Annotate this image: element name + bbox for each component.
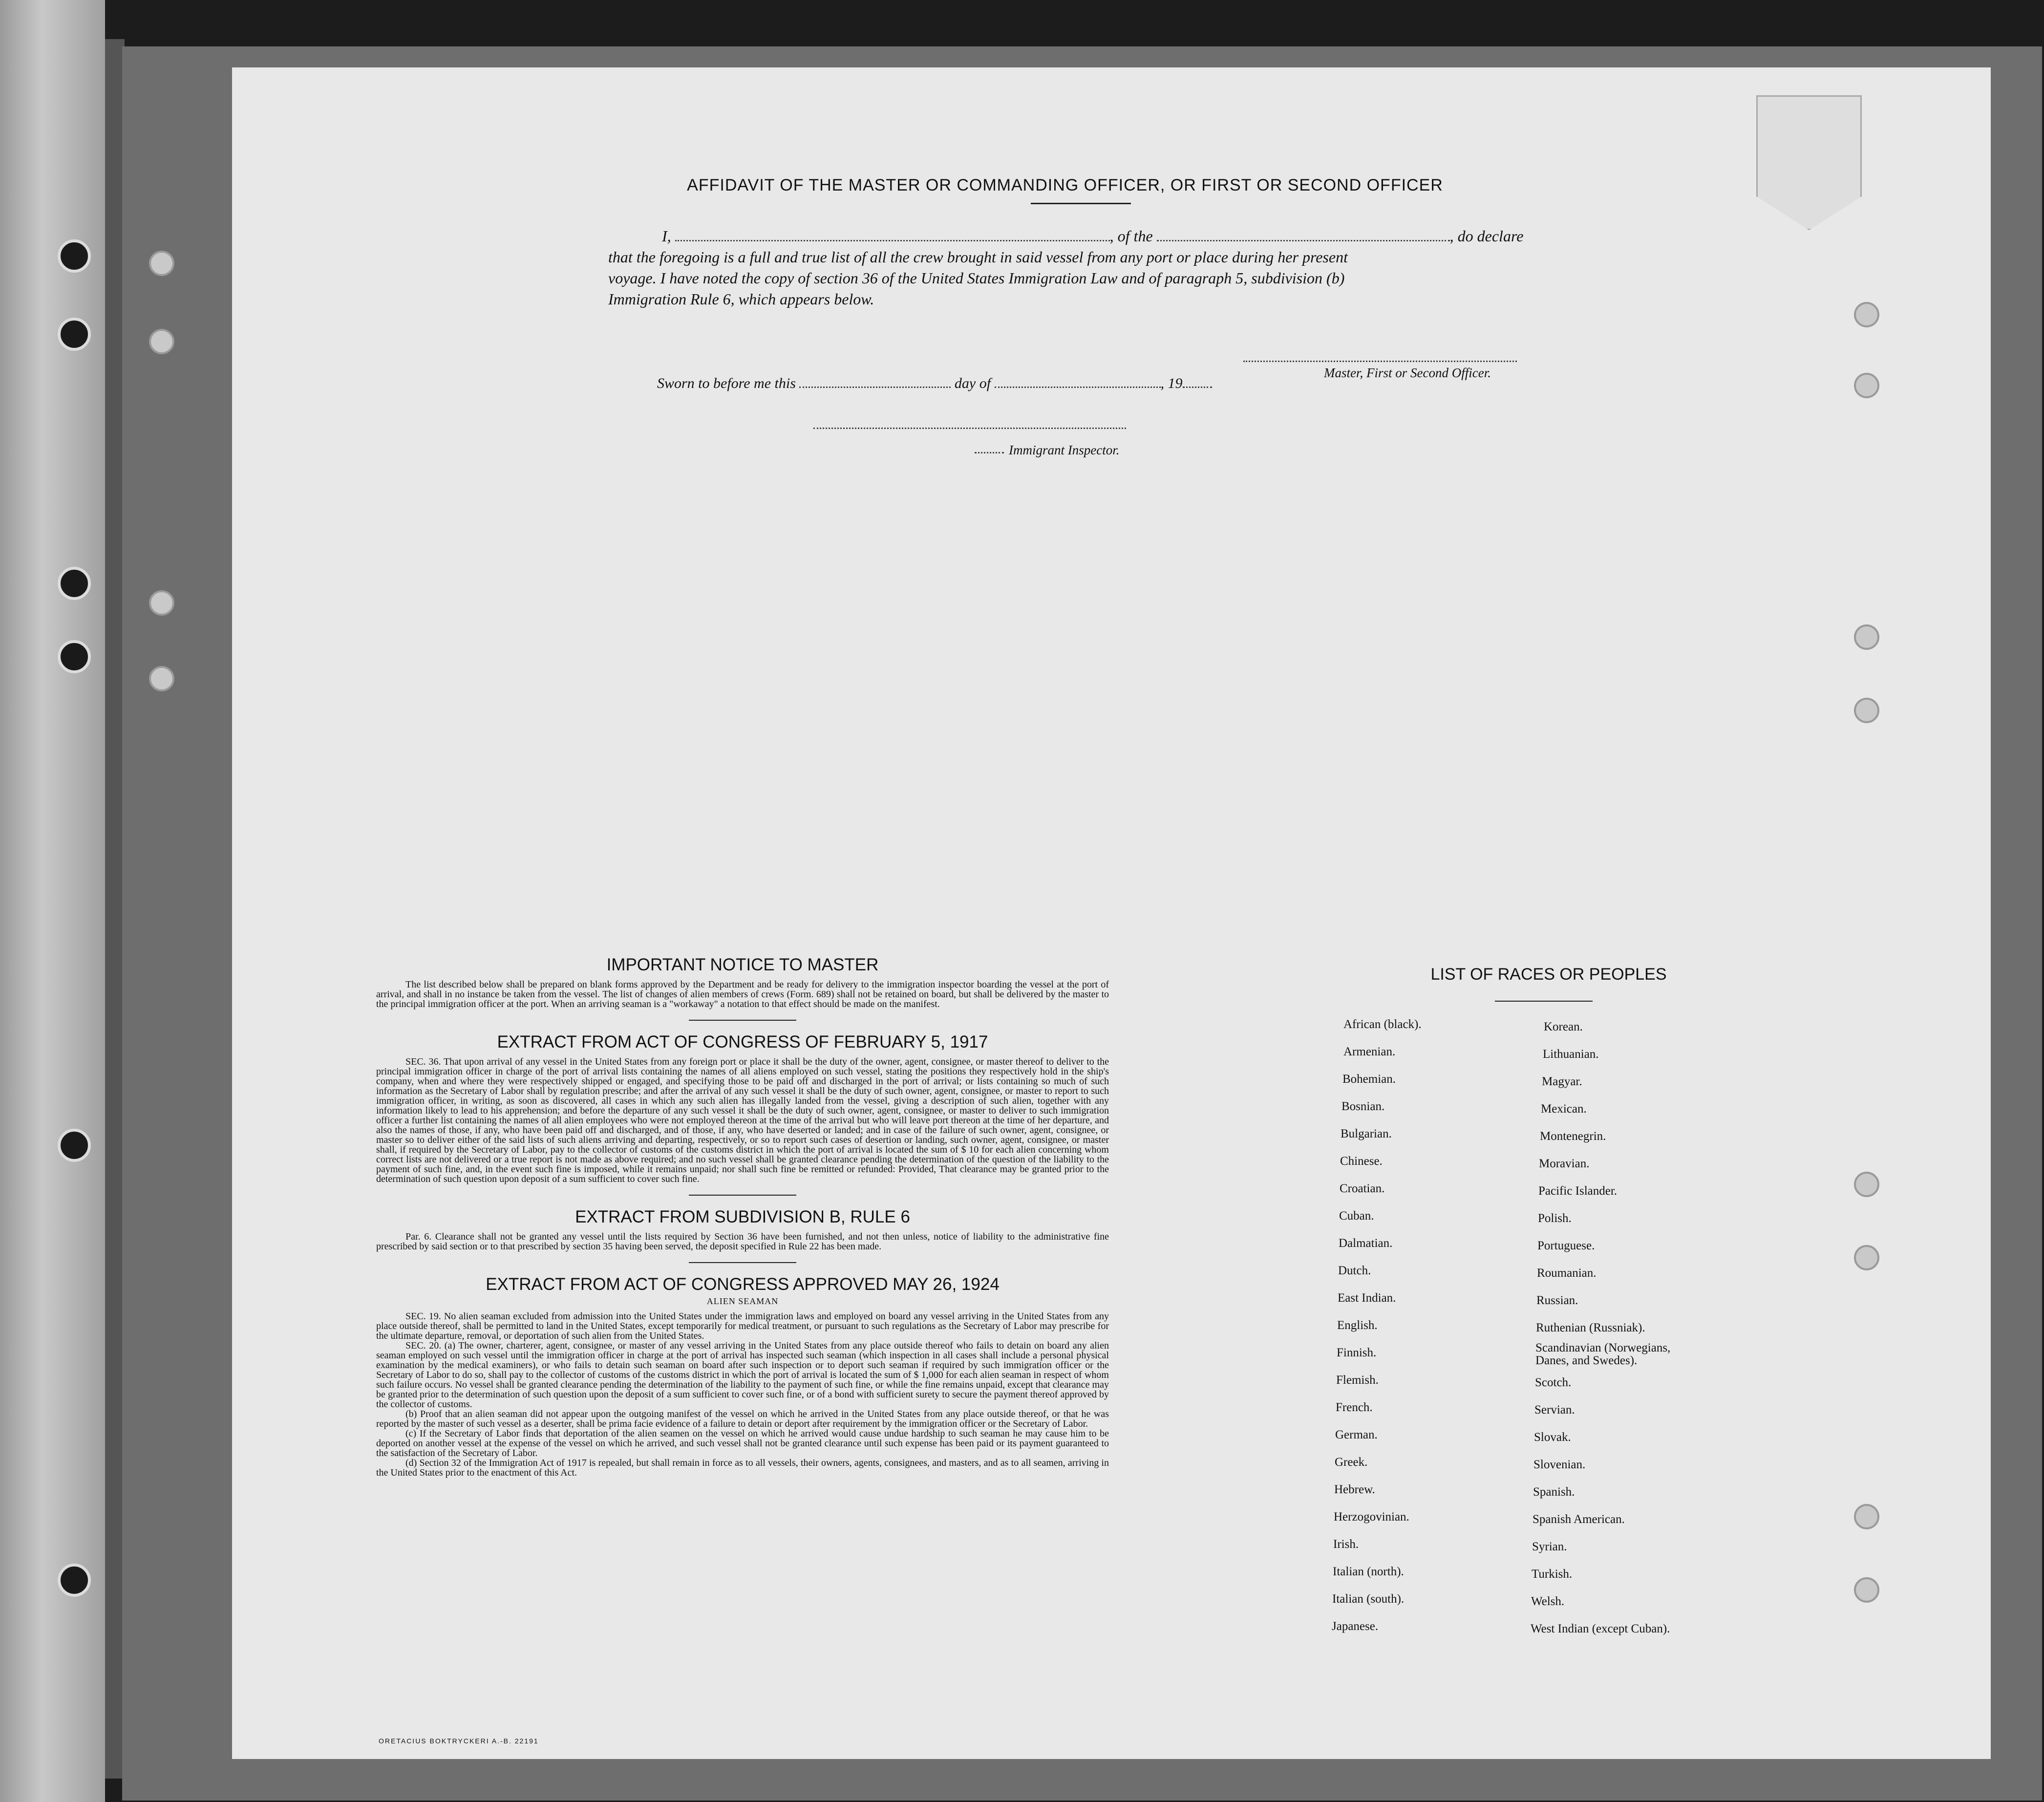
extract-1917-text: SEC. 36. That upon arrival of any vessel in the United States from any foreign port or place it shall be the duty of the owner, agent, consignee, or master thereof to deliver to the principal immigration officer in charge of the port of arrival lists containing the names of all aliens employed on such vessel, stating the positions they respectively hold in the ship's company, when and where they were respectively shipped or engaged, and specifying those to be paid off and discharged in the port of arrival; or lists containing so much of such information as the Secretary of Labor shall by regulation prescribe; and after the arrival of any such vessel it shall be the duty of such owner, agent, consignee, or master to report to such immigration officer, in writing, as soon as discovered, all cases in which any such alien has illegally landed from the vessel, giving a description of such alien, together with any information likely to lead to his apprehension; and before the departure of any such vessel it shall be the duty of such owner, agent, consignee, or master to deliver to such immigration officer a further list containing the names of all alien employees who were not employed thereon at the time of the arrival but who will leave port thereon at the time of her departure, and also the names of those, if any, who have been paid off and discharged, and of those, if any, who have deserted or landed; and in case of the failure of such owner, agent, consignee, or master so to deliver either of the said lists of such aliens arriving and departing, respectively, or so to report such cases of desertion or landing, such owner, agent, consignee, or master shall, if required by the Secretary of Labor, pay to the collector of customs of the customs district in which the port of arrival is located the sum of $ 10 for each alien concerning whom correct lists are not delivered or a true report is not made as above required; and no such vessel shall be granted clearance pending the determination of the question of the liability to the payment of such fine, and, in the event such fine is imposed, while it remains unpaid; nor shall such fine be remitted or refunded: Provided, That clearance may be granted prior to the determination of such question upon deposit of a sum sufficient to cover such fine.	[376, 1056, 1109, 1184]
declare-text: , do declare	[1449, 227, 1524, 245]
race-right: Mexican.	[1541, 1102, 1587, 1116]
sworn-line	[657, 374, 1292, 393]
race-right: Korean.	[1544, 1020, 1583, 1033]
race-right: West Indian (except Cuban).	[1531, 1622, 1670, 1635]
race-right: Spanish American.	[1533, 1513, 1625, 1526]
race-left: Flemish.	[1336, 1373, 1379, 1387]
punch-hole	[1854, 698, 1879, 723]
extract-1924-sec19: SEC. 19. No alien seaman excluded from admission into the United States under the immigration laws and employed on board any vessel arriving in the United States from any place outside thereof, shall be permitted to land in the United States, except temporarily for medical treatment, or pursuant to such regulations as the Secretary of Labor may prescribe for the ultimate departure, removal, or deportation of such alien from the United States.	[376, 1311, 1109, 1341]
affidavit-line-3: voyage. I have noted the copy of section 36 of the United States Immigration Law and of paragraph 5, subdivision (b)	[608, 269, 1345, 287]
race-left: African (black).	[1343, 1018, 1422, 1031]
punch-hole	[149, 666, 174, 691]
printer-imprint: ORETACIUS BOKTRYCKERI A.-B. 22191	[379, 1737, 539, 1745]
extract-1924-sec20a: SEC. 20. (a) The owner, charterer, agent, consignee, or master of any vessel arriving in the United States from any place outside thereof who fails to detain on board any alien seaman employed on such vessel until the immigration officer in charge at the port of arrival has inspected such seaman (which inspection in all cases shall include a personal physical examination by the medical examiners), or who fails to detain such seaman on board after such inspection or to deport such seaman if required by such immigration officer or the Secretary of Labor to do so, shall pay to the collector of customs of the customs district in which the port of arrival is located the sum of $ 1,000 for each alien seaman in respect of whom such failure occurs. No vessel shall be granted clearance pending the determination of the liability to the payment of such fine, or while the fine remains unpaid, except that clearance may be granted prior to the determination of such question upon the deposit of a sum sufficient to cover such fine, or of a bond with sufficient surety to secure the payment thereof approved by the collector of customs.	[376, 1340, 1109, 1410]
race-left: Bulgarian.	[1341, 1127, 1392, 1140]
section-divider	[689, 1020, 796, 1021]
binder-hole	[58, 318, 91, 351]
sworn-year-blank[interactable]	[1183, 386, 1212, 388]
race-left: Finnish.	[1337, 1346, 1377, 1359]
binder-hole	[58, 640, 91, 673]
race-left: Croatian.	[1340, 1182, 1385, 1195]
race-right: Pacific Islander.	[1538, 1184, 1618, 1198]
race-right: Polish.	[1538, 1212, 1572, 1225]
race-right: Servian.	[1534, 1403, 1575, 1416]
punch-hole	[1854, 373, 1879, 398]
race-left: French.	[1336, 1401, 1373, 1414]
binder-edge	[105, 39, 125, 1779]
notice-column	[376, 955, 1109, 1478]
race-left: Greek.	[1335, 1456, 1368, 1469]
title-rule	[1031, 203, 1131, 204]
day-of-text: day of	[954, 375, 991, 391]
punch-hole	[1854, 1577, 1879, 1603]
race-left: Cuban.	[1339, 1209, 1374, 1223]
race-right: Slovak.	[1534, 1431, 1571, 1444]
punch-hole	[1854, 624, 1879, 650]
races-title-rule	[1495, 1001, 1593, 1002]
binder-hole	[58, 1564, 91, 1597]
race-left: Irish.	[1333, 1538, 1359, 1551]
extract-1917-title: EXTRACT FROM ACT OF CONGRESS OF FEBRUARY 5, 1917	[497, 1032, 988, 1051]
sworn-day-blank[interactable]	[799, 386, 951, 388]
race-right: Russian.	[1536, 1294, 1578, 1307]
rule-6-title: EXTRACT FROM SUBDIVISION B, RULE 6	[575, 1207, 910, 1226]
punch-hole	[149, 329, 174, 354]
race-left: English.	[1337, 1319, 1378, 1332]
punch-hole	[1854, 1172, 1879, 1197]
race-left: Dalmatian.	[1339, 1237, 1393, 1250]
race-left: Bosnian.	[1341, 1100, 1385, 1113]
race-right: Magyar.	[1542, 1075, 1582, 1088]
year-prefix: , 19	[1160, 375, 1183, 391]
race-left: East Indian.	[1338, 1291, 1396, 1305]
name-blank[interactable]	[675, 240, 1110, 241]
race-left: Herzogovinian.	[1334, 1510, 1409, 1523]
extract-1924-sec20c: (c) If the Secretary of Labor finds that deportation of the alien seamen on the vessel on which he arrived would cause undue hardship to such seaman he may cause him to be deported on another vessel at the expense of the vessel on which he arrived, and such vessel shall not be granted clearance until such expense has been paid or its payment guaranteed to the satisfaction of the Secretary of Labor.	[376, 1428, 1109, 1459]
sworn-text: Sworn to before me this	[657, 375, 796, 391]
master-signature-line[interactable]	[1243, 361, 1517, 362]
affidavit-line-1	[608, 226, 1551, 246]
punch-hole	[1854, 302, 1879, 327]
punch-hole	[1854, 1504, 1879, 1529]
declarant-prefix: I,	[662, 227, 671, 245]
race-right: Scandinavian (Norwegians, Danes, and Swedes).	[1535, 1341, 1671, 1367]
binder-hole	[58, 567, 91, 600]
punch-hole	[149, 251, 174, 276]
master-signature-label: Master, First or Second Officer.	[1324, 365, 1491, 380]
binder-strip	[0, 0, 105, 1802]
notice-title: IMPORTANT NOTICE TO MASTER	[606, 955, 879, 974]
section-divider	[689, 1262, 796, 1263]
inspector-signature-line[interactable]	[813, 428, 1126, 429]
extract-1924-sec20b: (b) Proof that an alien seaman did not appear upon the outgoing manifest of the vessel on which he arrived in the United States from any place outside thereof, or that he was reported by the master of such vessel as a deserter, shall be prima facie evidence of a failure to detain or deport after requirement by the immigration officer or the Secretary of Labor.	[376, 1409, 1109, 1429]
race-right: Turkish.	[1532, 1567, 1573, 1581]
inspector-label-leader	[975, 452, 1004, 453]
of-the-text: , of the	[1109, 227, 1153, 245]
punch-hole	[149, 590, 174, 616]
inspector-label: Immigrant Inspector.	[1009, 443, 1120, 457]
binder-hole	[58, 239, 91, 273]
extract-1924-subtitle: ALIEN SEAMAN	[706, 1296, 779, 1306]
affidavit-line-2: that the foregoing is a full and true list of all the crew brought in said vessel from any port or place during her present	[608, 248, 1348, 266]
race-right: Roumanian.	[1537, 1266, 1597, 1280]
document-page	[232, 67, 1991, 1759]
vessel-blank[interactable]	[1157, 240, 1450, 241]
race-right: Scotch.	[1535, 1376, 1572, 1389]
rule-6-text: Par. 6. Clearance shall not be granted any vessel until the lists required by Section 36 have been furnished, and not then unless, notice of liability to the administrative fine prescribed by said section or to that prescribed by section 35 having been served, the deposit specified in Rule 22 has been made.	[376, 1231, 1109, 1252]
race-left: German.	[1335, 1428, 1378, 1441]
race-right: Welsh.	[1531, 1595, 1565, 1608]
race-left: Italian (north).	[1333, 1565, 1404, 1578]
section-divider	[689, 1195, 796, 1196]
extract-1924-sec20d: (d) Section 32 of the Immigration Act of 1917 is repealed, but shall remain in force as to all vessels, their owners, agents, consignees, and masters, and as to all seamen, arriving in the United States prior to the enactment of this Act.	[376, 1458, 1109, 1478]
race-right: Ruthenian (Russniak).	[1536, 1321, 1645, 1334]
race-right: Spanish.	[1533, 1485, 1575, 1499]
binder-hole	[58, 1129, 91, 1162]
race-left: Japanese.	[1332, 1620, 1379, 1633]
race-right: Slovenian.	[1533, 1458, 1586, 1471]
race-right: Moravian.	[1539, 1157, 1590, 1170]
extract-1924-title: EXTRACT FROM ACT OF CONGRESS APPROVED MAY 26, 1924	[486, 1275, 1000, 1294]
affidavit-title: AFFIDAVIT OF THE MASTER OR COMMANDING OFFICER, OR FIRST OR SECOND OFFICER	[687, 176, 1443, 194]
race-right: Portuguese.	[1537, 1239, 1595, 1252]
race-left: Dutch.	[1338, 1264, 1371, 1277]
race-left: Hebrew.	[1334, 1483, 1375, 1496]
race-left: Armenian.	[1343, 1045, 1396, 1058]
affidavit-line-4: Immigration Rule 6, which appears below.	[608, 290, 874, 308]
sworn-month-blank[interactable]	[995, 386, 1161, 388]
race-left: Italian (south).	[1332, 1592, 1405, 1606]
race-right: Syrian.	[1532, 1540, 1567, 1553]
race-right: Lithuanian.	[1543, 1048, 1599, 1061]
notice-text: The list described below shall be prepared on blank forms approved by the Department and be ready for delivery to the immigration inspector boarding the vessel at the port of arrival, and shall in no instance be taken from the vessel. The list of changes of alien members of crews (Form. 689) shall not be retained on board, but shall be delivered by the master to the principal immigration officer at the port. When an arriving seaman is a "workaway" a notation to that effect should be made on the manifest.	[376, 979, 1109, 1009]
races-title: LIST OF RACES OR PEOPLES	[1430, 965, 1667, 984]
race-right: Montenegrin.	[1540, 1130, 1606, 1143]
punch-hole	[1854, 1245, 1879, 1270]
race-left: Bohemian.	[1342, 1073, 1396, 1086]
race-left: Chinese.	[1340, 1155, 1383, 1168]
